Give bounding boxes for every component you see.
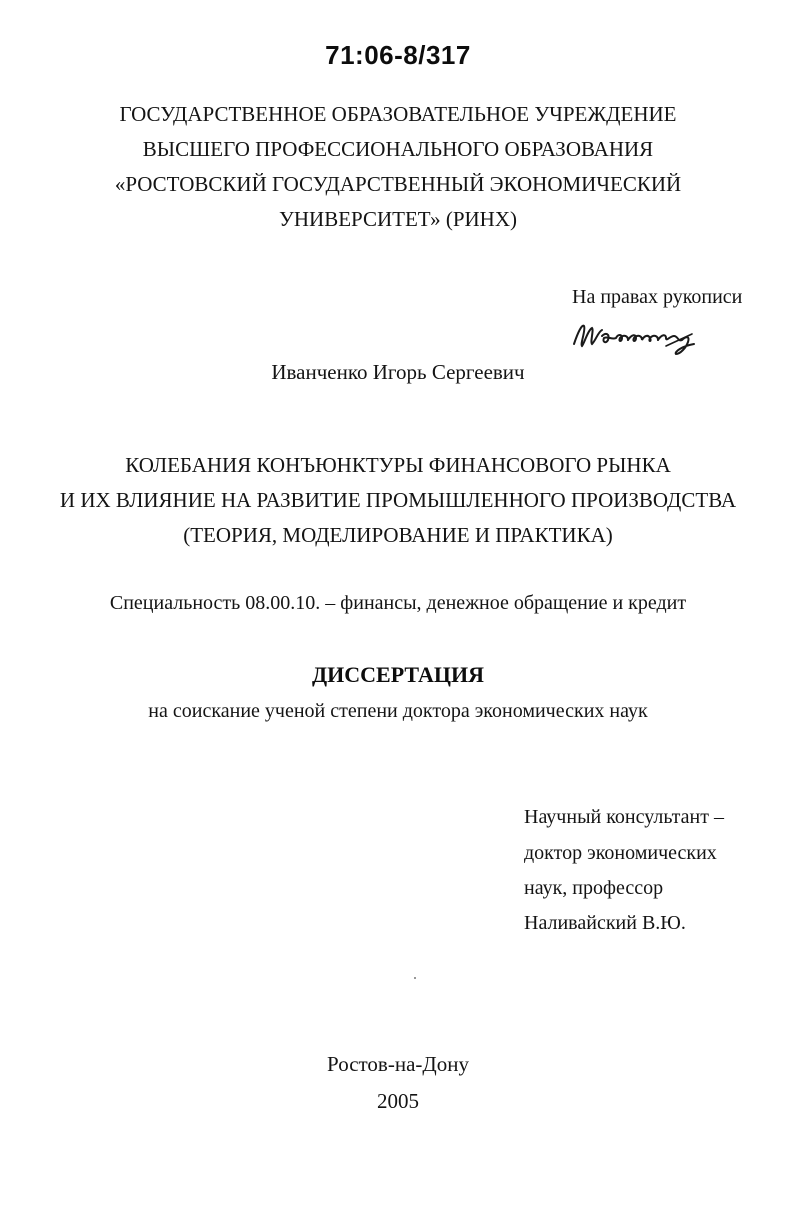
advisor-line-2: доктор экономических [524,842,717,864]
institution-line-2: ВЫСШЕГО ПРОФЕССИОНАЛЬНОГО ОБРАЗОВАНИЯ [142,137,654,161]
archive-code: 71:06-8/317 [325,40,471,70]
signature [570,314,710,360]
advisor-line-1: Научный консультант – [524,806,724,828]
advisor-line-3: наук, профессор [524,877,664,899]
degree: на соискание ученой степени доктора экономических наук [148,700,648,722]
title-line-1: КОЛЕБАНИЯ КОНЪЮНКТУРЫ ФИНАНСОВОГО РЫНКА [125,453,671,477]
document-type: ДИССЕРТАЦИЯ [312,662,484,687]
scan-speck [414,977,416,979]
institution-line-3: «РОСТОВСКИЙ ГОСУДАРСТВЕННЫЙ ЭКОНОМИЧЕСКИЙ [114,172,682,196]
title-line-2: И ИХ ВЛИЯНИЕ НА РАЗВИТИЕ ПРОМЫШЛЕННОГО ПРОИЗВОДСТВА [59,488,737,512]
title-line-3: (ТЕОРИЯ, МОДЕЛИРОВАНИЕ И ПРАКТИКА) [183,523,613,547]
specialty: Специальность 08.00.10. – финансы, денежное обращение и кредит [109,592,687,614]
manuscript-rights: На правах рукописи [572,286,743,308]
institution-line-4: УНИВЕРСИТЕТ» (РИНХ) [279,207,517,231]
year: 2005 [377,1089,419,1113]
advisor-line-4: Наливайский В.Ю. [524,912,686,934]
institution-line-1: ГОСУДАРСТВЕННОЕ ОБРАЗОВАТЕЛЬНОЕ УЧРЕЖДЕНИЕ [119,102,677,126]
author-name: Иванченко Игорь Сергеевич [271,360,525,384]
city: Ростов-на-Дону [327,1052,469,1076]
